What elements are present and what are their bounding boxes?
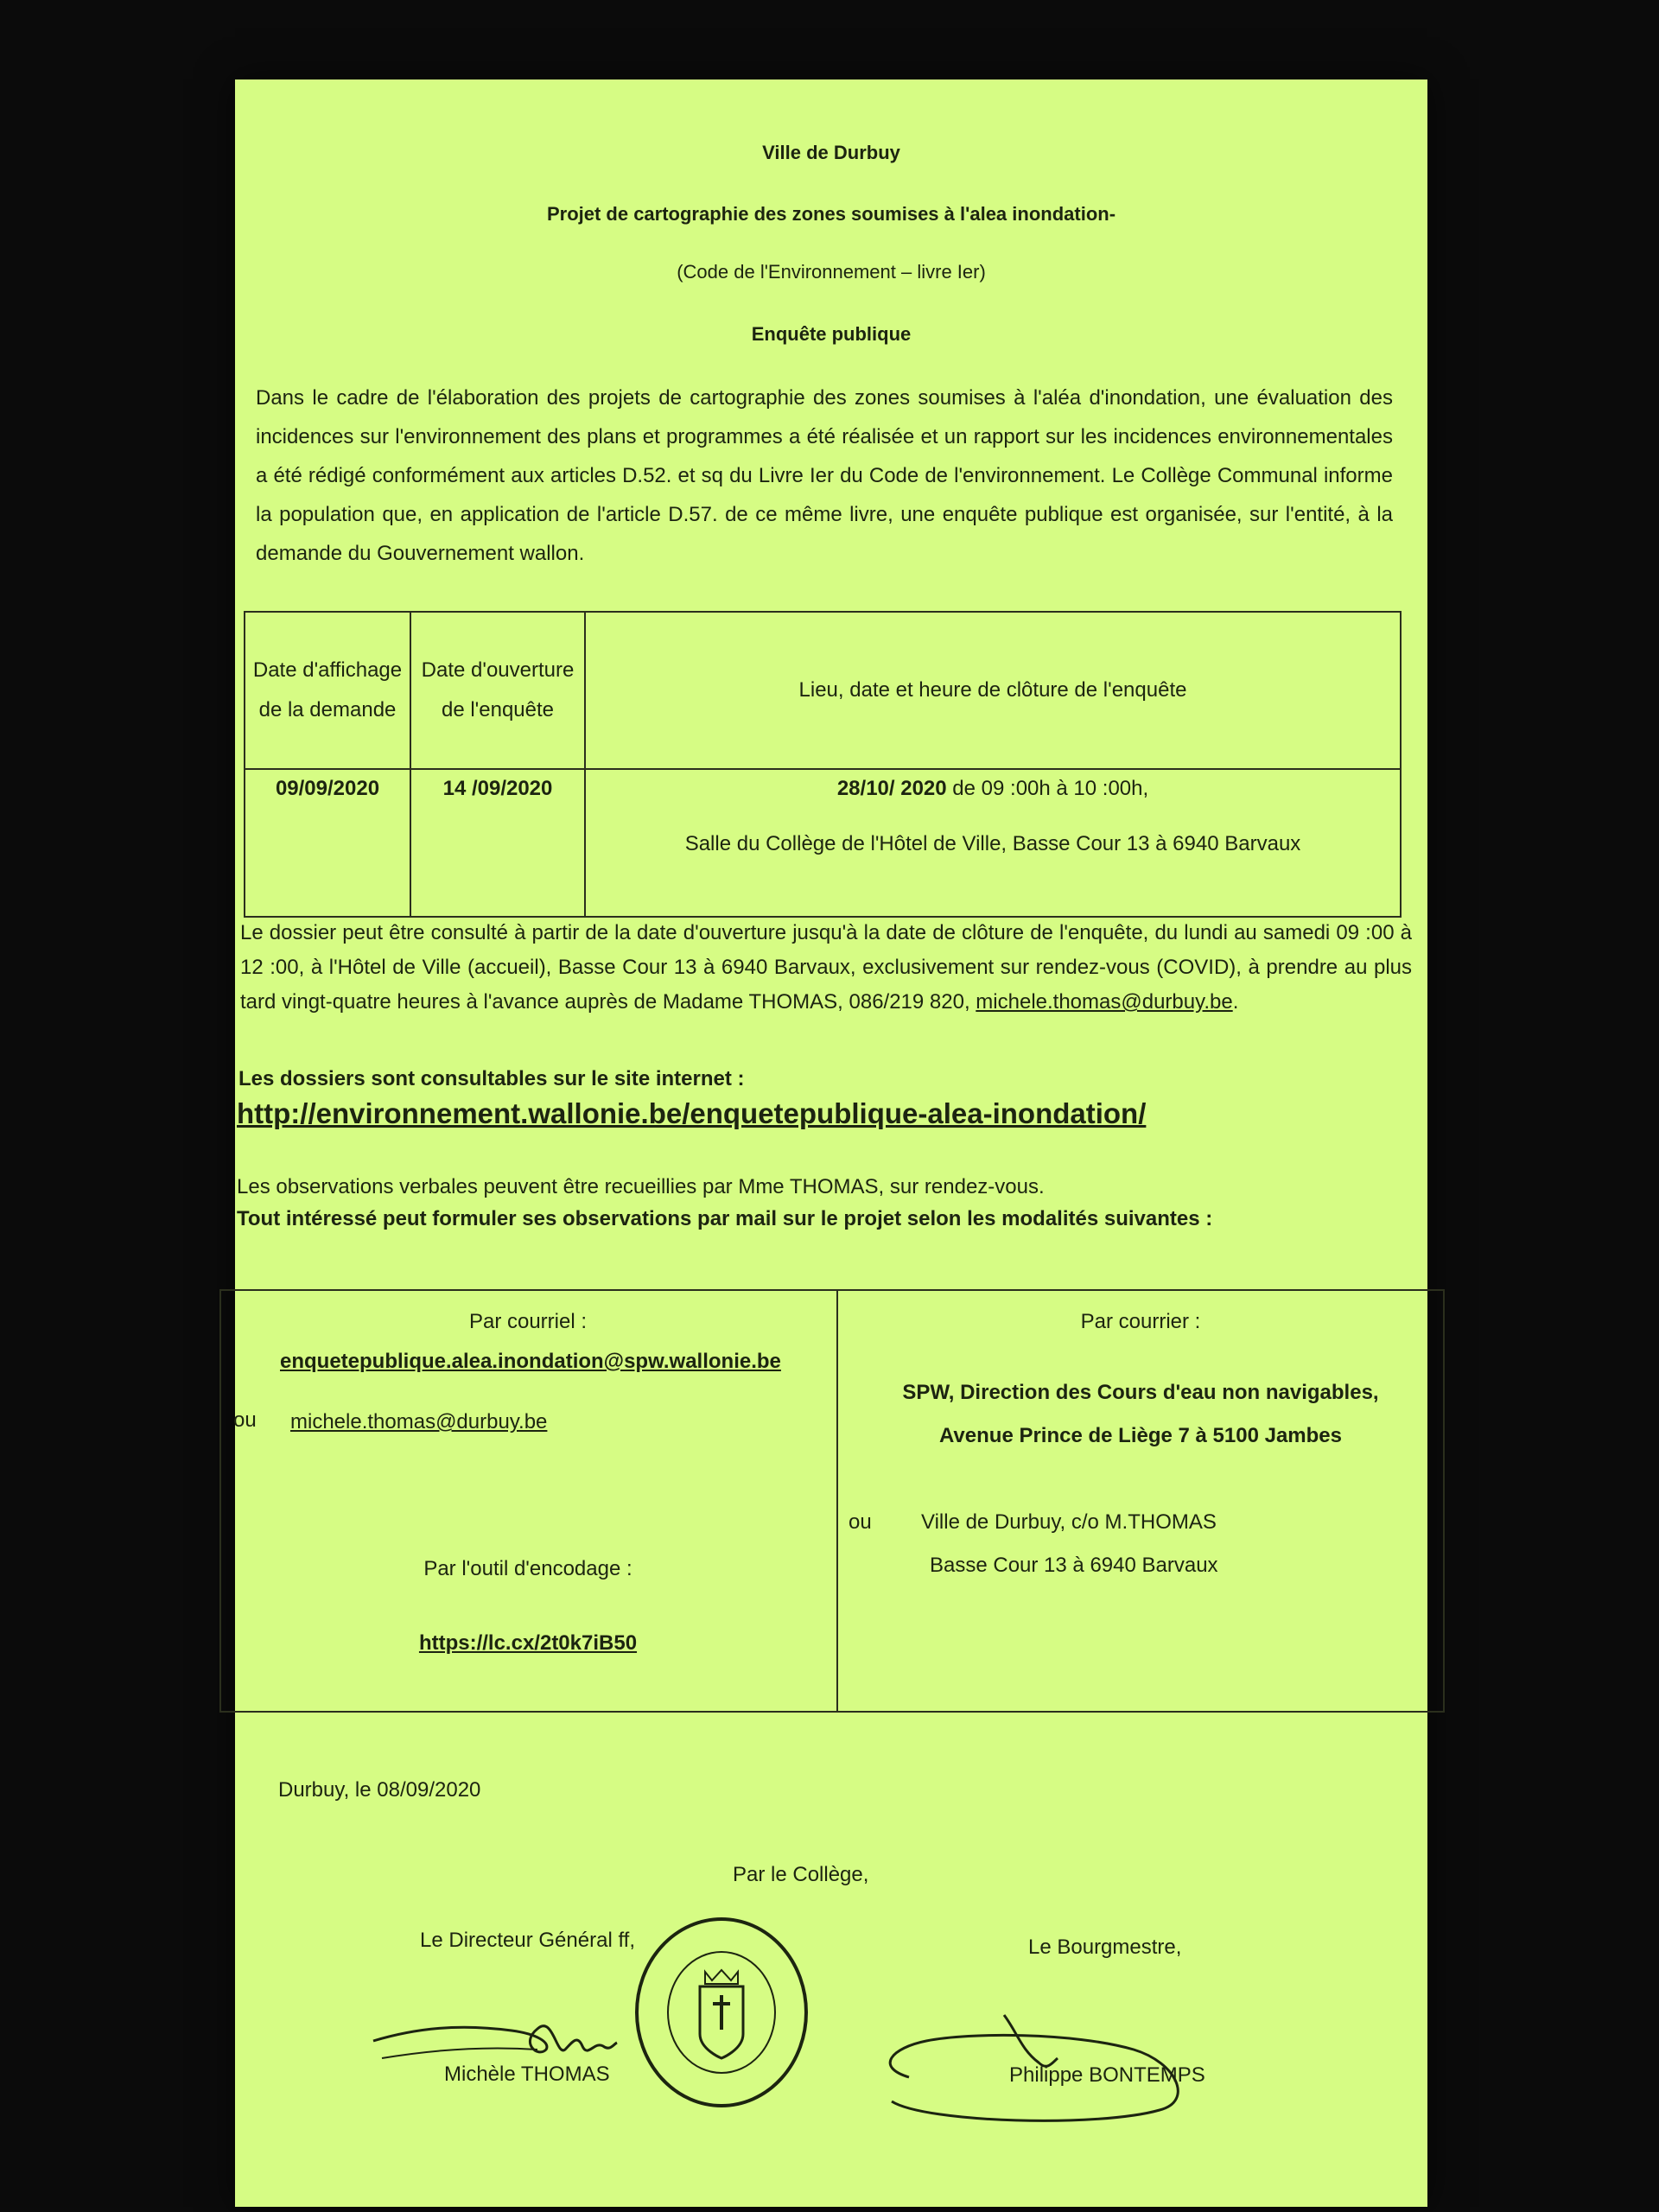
project-title: Projet de cartographie des zones soumises à l'alea inondation- <box>546 203 1116 225</box>
post-address-durbuy-line2: Basse Cour 13 à 6940 Barvaux <box>930 1554 1218 1577</box>
online-label: Les dossiers sont consultables sur le site internet : <box>238 1067 745 1090</box>
closing-date: 28/10/ 2020 <box>836 777 947 800</box>
schedule-table <box>244 611 1402 918</box>
opening-date: 14 /09/2020 <box>410 769 585 917</box>
intro-paragraph: Dans le cadre de l'élaboration des projets de cartographie des zones soumises à l'aléa d'inondation, une évaluation des incidences sur l'environnement des plans et programmes a été réalisée et un rapport sur les incidences environnementales a été rédigé conformément aux articles D.52. et sq du Livre Ier du Code de l'environnement. Le Collège Communal informe la population que, en application de l'article D.57. de ce même livre, une enquête publique est organisée, sur l'entité, à la demande du Gouvernement wallon. <box>256 386 1393 565</box>
director-name: Michèle THOMAS <box>444 2063 610 2086</box>
contact-email-link[interactable]: michele.thomas@durbuy.be <box>976 990 1233 1014</box>
email-link-spw[interactable]: enquetepublique.alea.inondation@spw.wallonie.be <box>280 1350 781 1373</box>
email-link-durbuy[interactable]: michele.thomas@durbuy.be <box>290 1410 548 1433</box>
submission-row <box>220 1290 1444 1712</box>
director-title: Le Directeur Général ff, <box>420 1929 636 1952</box>
closing-cell <box>585 769 1401 917</box>
post-address-spw-line2: Avenue Prince de Liège 7 à 5100 Jambes <box>938 1424 1343 1447</box>
consultation-text: Le dossier peut être consulté à partir de la date d'ouverture jusqu'à la date de clôture de l'enquête, du lundi au samedi 09 :00 à 12 :00, à l'Hôtel de Ville (accueil), Basse Cour 13 à 6940 Barvaux, exclusivement sur rendez-vous (COVID), à prendre au plus tard vingt-quatre heures à l'avance auprès de Madame THOMAS, 086/219 820, <box>240 921 1412 1014</box>
tool-label: Par l'outil d'encodage : <box>423 1557 632 1580</box>
closing-time: de 09 :00h à 10 :00h, <box>946 777 1149 800</box>
submission-table <box>219 1289 1445 1713</box>
closing-place: Salle du Collège de l'Hôtel de Ville, Basse Cour 13 à 6940 Barvaux <box>684 832 1301 855</box>
mayor-name: Philippe BONTEMPS <box>1009 2063 1205 2087</box>
dossier-url-link[interactable]: http://environnement.wallonie.be/enquetepublique-alea-inondation/ <box>237 1097 1147 1129</box>
municipal-stamp <box>631 1913 812 2112</box>
display-date: 09/09/2020 <box>245 769 410 917</box>
code-reference: (Code de l'Environnement – livre Ier) <box>677 261 986 283</box>
city-name: Ville de Durbuy <box>762 142 900 163</box>
encoding-tool-link[interactable]: https://lc.cx/2t0k7iB50 <box>418 1631 638 1655</box>
document-title: Enquête publique <box>751 323 912 345</box>
consultation-end: . <box>1232 990 1239 1014</box>
or-label-post: ou <box>849 1510 872 1534</box>
post-address-spw-line1: SPW, Direction des Cours d'eau non navigables, <box>902 1381 1379 1404</box>
header-display-date: Date d'affichage de la demande <box>245 612 410 769</box>
post-channel-cell <box>837 1290 1444 1712</box>
header-closing: Lieu, date et heure de clôture de l'enquête <box>585 612 1401 769</box>
notice-sheet <box>235 79 1427 2207</box>
or-label-email: ou <box>233 1408 257 1432</box>
email-channel-cell <box>220 1290 837 1712</box>
written-observations: Tout intéressé peut formuler ses observations par mail sur le projet selon les modalités suivantes : <box>237 1207 1213 1230</box>
consultation-paragraph <box>240 916 1412 1020</box>
schedule-header-row <box>245 612 1401 769</box>
post-label: Par courrier : <box>1080 1310 1201 1333</box>
header-opening-date: Date d'ouverture de l'enquête <box>410 612 585 769</box>
verbal-observations: Les observations verbales peuvent être recueillies par Mme THOMAS, sur rendez-vous. <box>237 1175 1045 1198</box>
place-date: Durbuy, le 08/09/2020 <box>278 1778 481 1802</box>
post-address-durbuy-line1: Ville de Durbuy, c/o M.THOMAS <box>921 1510 1217 1534</box>
college-label: Par le Collège, <box>733 1863 869 1886</box>
schedule-data-row <box>245 769 1401 917</box>
email-label: Par courriel : <box>468 1310 588 1333</box>
mayor-title: Le Bourgmestre, <box>1028 1936 1182 1959</box>
